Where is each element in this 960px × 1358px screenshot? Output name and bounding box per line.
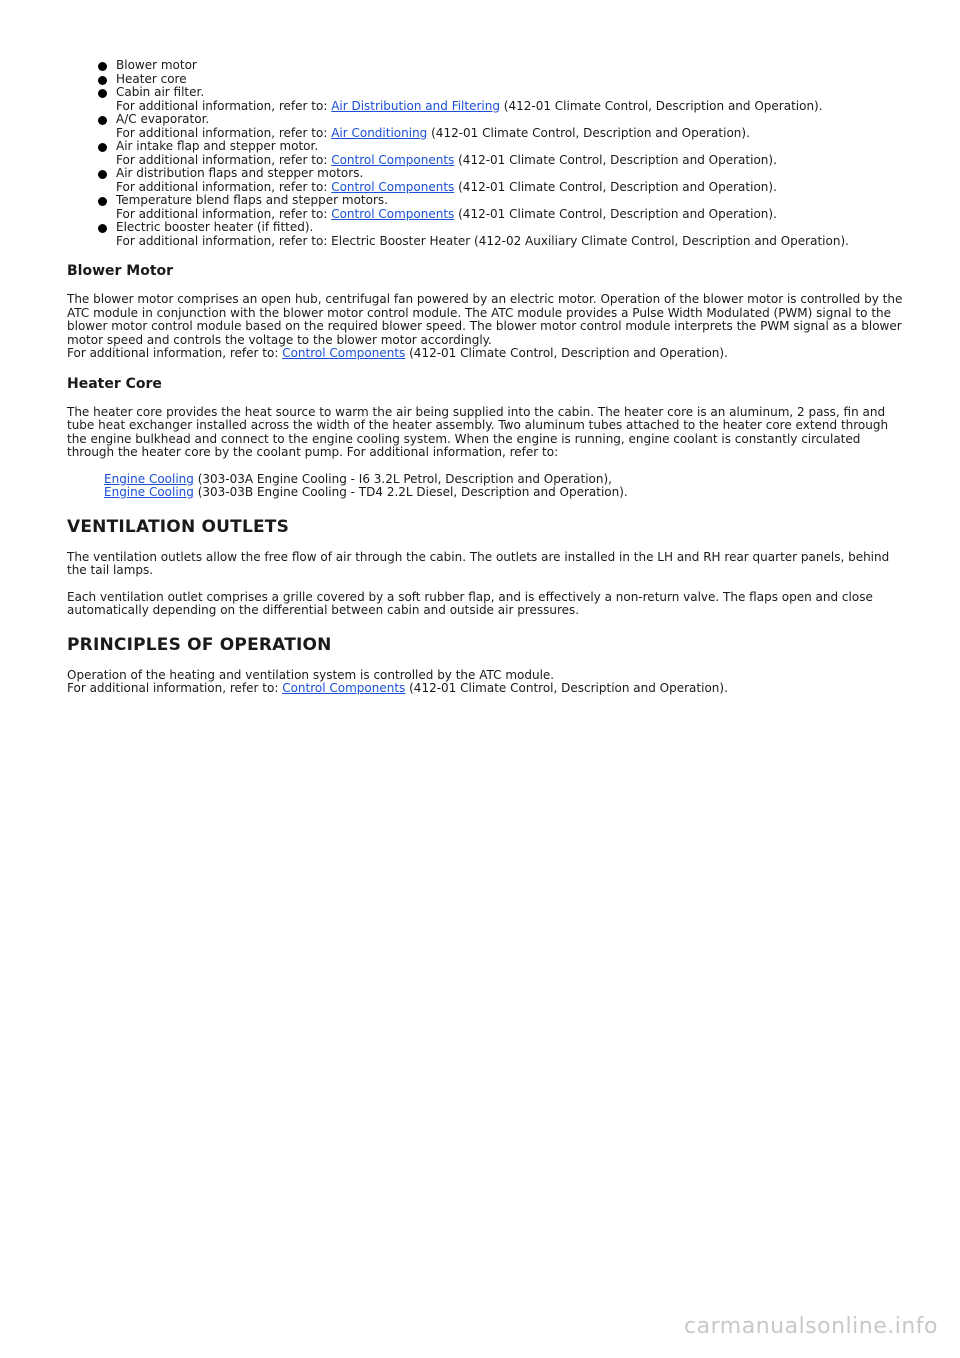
list-item xyxy=(67,59,907,73)
reference-line xyxy=(116,154,907,168)
component-name: Heater core xyxy=(116,71,187,86)
component-name: Blower motor xyxy=(116,58,197,72)
principles-description xyxy=(67,669,907,696)
link-air-distribution[interactable]: Air Distribution and Filtering xyxy=(331,98,500,113)
section-heading-blower-motor: Blower Motor xyxy=(67,263,174,279)
ventilation-paragraph-1: The ventilation outlets allow the free flow of air through the cabin. The outlets are installed in the LH and RH rear quarter panels, behind the tail lamps. xyxy=(67,549,890,577)
heater-core-description: The heater core provides the heat source to warm the air being supplied into the cabin. The heater core is an aluminum, 2 pass, fin and tube heat exchanger installed across the width of the heater assembly. Two aluminum tubes attached to the heater core extend through the engine bulkhead and connect to the engine cooling system. When the engine is running, engine coolant is constantly circulated through the heater core by the coolant pump. For additional information, refer to: xyxy=(67,404,889,459)
reference-prefix: For additional information, refer to: xyxy=(116,125,332,140)
watermark: carmanualsonline.info xyxy=(684,1314,938,1339)
list-item xyxy=(67,113,907,140)
reference-suffix: (412-01 Climate Control, Description and Operation). xyxy=(427,125,750,140)
component-name: Air distribution flaps and stepper motors. xyxy=(116,166,364,180)
list-item xyxy=(67,221,907,248)
component-name: Air intake flap and stepper motor. xyxy=(116,139,319,153)
ventilation-paragraph-2: Each ventilation outlet comprises a grille covered by a soft rubber flap, and is effectively a non-return valve. The flaps open and close automatically depending on the differential between cabin and outside air pressures. xyxy=(67,589,873,617)
link-air-conditioning[interactable]: Air Conditioning xyxy=(331,125,428,140)
component-name: Electric booster heater (if fitted). xyxy=(116,220,314,234)
principles-body: Operation of the heating and ventilation system is controlled by the ATC module. xyxy=(67,667,555,682)
link-control-components[interactable]: Control Components xyxy=(331,152,455,167)
list-item xyxy=(67,86,907,113)
blower-motor-description xyxy=(67,293,907,361)
reference-line xyxy=(116,127,907,141)
reference-suffix: (412-01 Climate Control, Description and Operation). xyxy=(405,346,728,360)
document-page xyxy=(67,59,907,709)
link-engine-cooling-td4[interactable]: Engine Cooling xyxy=(104,485,194,499)
reference-prefix: For additional information, refer to: xyxy=(67,346,283,360)
reference-suffix: (412-01 Climate Control, Description and Operation). xyxy=(499,98,823,113)
component-name: A/C evaporator. xyxy=(116,112,210,126)
list-item xyxy=(67,194,907,221)
blower-body: The blower motor comprises an open hub, centrifugal fan powered by an electric motor. Operation of the blower motor is controlled by the ATC module in conjunction with the blower motor control module. The ATC module provides a Pulse Width Modulated (PWM) signal to the blower motor control module based on the required blower speed. The blower motor control module interprets the PWM signal as a blower motor speed and controls the voltage to the blower motor accordingly. xyxy=(67,292,903,347)
reference-suffix: (412-01 Climate Control, Description and Operation). xyxy=(454,206,777,221)
component-name: Cabin air filter. xyxy=(116,85,205,99)
section-heading-heater-core: Heater Core xyxy=(67,375,162,392)
link-control-components[interactable]: Control Components xyxy=(331,206,455,221)
section-heading-principles: PRINCIPLES OF OPERATION xyxy=(67,634,332,655)
reference-line xyxy=(104,486,907,500)
component-name: Temperature blend flaps and stepper motors. xyxy=(116,193,388,207)
reference-line xyxy=(104,473,907,487)
heater-core-references xyxy=(67,473,907,500)
reference-suffix: (303-03B Engine Cooling - TD4 2.2L Diesel, Description and Operation). xyxy=(193,485,628,499)
reference-prefix: For additional information, refer to: xyxy=(116,98,332,113)
reference-prefix: For additional information, refer to: xyxy=(67,681,283,695)
reference-suffix: (303-03A Engine Cooling - I6 3.2L Petrol, Description and Operation), xyxy=(193,471,612,486)
link-control-components[interactable]: Control Components xyxy=(331,179,455,194)
section-heading-ventilation-outlets: VENTILATION OUTLETS xyxy=(67,516,290,537)
reference-line xyxy=(116,100,907,114)
reference-prefix: For additional information, refer to: xyxy=(116,179,332,194)
reference-line xyxy=(116,181,907,195)
link-control-components[interactable]: Control Components xyxy=(282,681,406,695)
reference-suffix: (412-01 Climate Control, Description and Operation). xyxy=(454,152,777,167)
reference-line xyxy=(116,208,907,222)
component-list xyxy=(67,59,907,248)
link-engine-cooling-i6[interactable]: Engine Cooling xyxy=(104,471,194,486)
reference-suffix: (412-01 Climate Control, Description and Operation). xyxy=(405,681,728,695)
list-item xyxy=(67,73,907,87)
list-item xyxy=(67,140,907,167)
reference-prefix: For additional information, refer to: xyxy=(116,206,332,221)
link-control-components[interactable]: Control Components xyxy=(282,346,406,360)
reference-prefix: For additional information, refer to: xyxy=(116,152,332,167)
list-item xyxy=(67,167,907,194)
reference-suffix: (412-01 Climate Control, Description and Operation). xyxy=(454,179,777,194)
reference-line: For additional information, refer to: Electric Booster Heater (412-02 Auxiliary Climate Control, Description and Operation). xyxy=(116,233,849,248)
